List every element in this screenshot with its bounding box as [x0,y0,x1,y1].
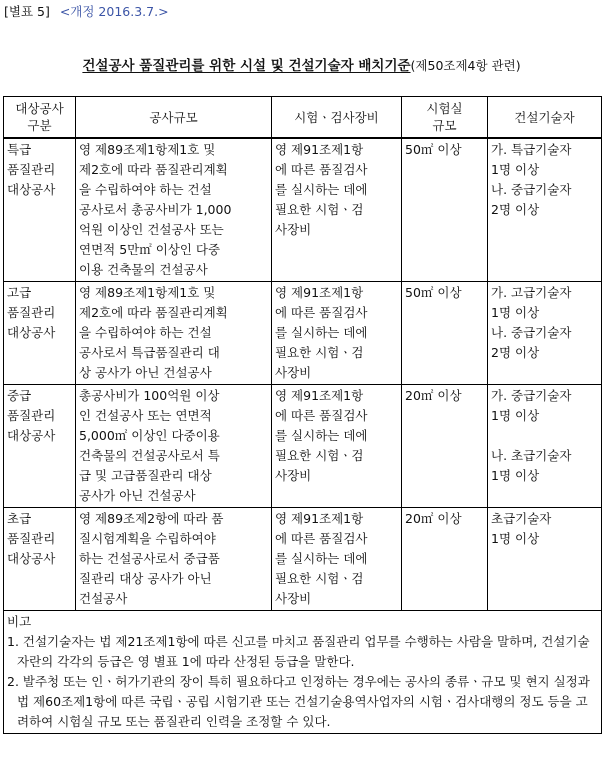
row-engineers: 가. 특급기술자 1명 이상 나. 중급기술자 2명 이상 [488,138,602,282]
row-category: 중급 품질관리 대상공사 [4,385,76,508]
table-row [4,385,602,508]
annex-header [4,2,169,20]
row-lab-size: 50㎡ 이상 [402,282,488,385]
notes-section [4,611,602,734]
row-scale: 영 제89조제1항제1호 및 제2호에 따라 품질관리계획 을 수립하여야 하는 건설 공사로서 총공사비가 1,000 억원 이상인 건설공사 또는 연면적 5만㎡ 이상인 다중 이용 건축물의 건설공사 [76,138,272,282]
row-scale: 총공사비가 100억원 이상 인 건설공사 또는 연면적 5,000㎡ 이상인 다중이용 건축물의 건설공사로서 특 급 및 고급품질관리 대상 공사가 아닌 건설공사 [76,385,272,508]
amendment-date: <개정 2016.3.7.> [59,4,169,19]
row-engineers: 가. 중급기술자 1명 이상 나. 초급기술자 1명 이상 [488,385,602,508]
row-equipment: 영 제91조제1항 에 따른 품질검사 를 실시하는 데에 필요한 시험ㆍ검 사장비 [272,138,402,282]
table-row [4,282,602,385]
notes-title: 비고 [7,614,32,629]
note-item: 2. 발주청 또는 인ㆍ허가기관의 장이 특히 필요하다고 인정하는 경우에는 공사의 종류ㆍ규모 및 현지 실정과 법 제60조제1항에 따른 국립ㆍ공립 시험기관 또는 건설기술용역사업자의 시험ㆍ검사대행의 정도 등을 고려하여 시험실 규모 또는 품질관리 인력을 조정할 수 있다. [7,674,590,729]
row-category: 특급 품질관리 대상공사 [4,138,76,282]
column-header-engineers: 건설기술자 [488,97,602,139]
column-header-category: 대상공사 구분 [4,97,76,139]
title-sub: (제50조제4항 관련) [410,58,521,73]
row-engineers: 가. 고급기술자 1명 이상 나. 중급기술자 2명 이상 [488,282,602,385]
document-title [0,54,603,74]
row-category: 고급 품질관리 대상공사 [4,282,76,385]
row-equipment: 영 제91조제1항 에 따른 품질검사 를 실시하는 데에 필요한 시험ㆍ검 사장비 [272,282,402,385]
title-main: 건설공사 품질관리를 위한 시설 및 건설기술자 배치기준 [82,58,411,74]
column-header-lab-size: 시험실 규모 [402,97,488,139]
row-engineers: 초급기술자 1명 이상 [488,508,602,611]
column-header-scale: 공사규모 [76,97,272,139]
row-scale: 영 제89조제1항제1호 및 제2호에 따라 품질관리계획 을 수립하여야 하는 건설 공사로서 특급품질관리 대 상 공사가 아닌 건설공사 [76,282,272,385]
table-row [4,508,602,611]
row-equipment: 영 제91조제1항 에 따른 품질검사 를 실시하는 데에 필요한 시험ㆍ검 사장비 [272,508,402,611]
row-lab-size: 20㎡ 이상 [402,508,488,611]
standards-table [3,96,602,734]
row-lab-size: 50㎡ 이상 [402,138,488,282]
table-row [4,138,602,282]
note-item: 1. 건설기술자는 법 제21조제1항에 따른 신고를 마치고 품질관리 업무를 수행하는 사람을 말하며, 건설기술자란의 각각의 등급은 영 별표 1에 따라 산정된 등급을 말한다. [7,634,590,669]
row-lab-size: 20㎡ 이상 [402,385,488,508]
annex-label: [별표 5] [4,4,50,19]
table-header-row [4,97,602,139]
row-scale: 영 제89조제2항에 따라 품 질시험계획을 수립하여야 하는 건설공사로서 중급품 질관리 대상 공사가 아닌 건설공사 [76,508,272,611]
row-equipment: 영 제91조제1항 에 따른 품질검사 를 실시하는 데에 필요한 시험ㆍ검 사장비 [272,385,402,508]
column-header-equipment: 시험ㆍ검사장비 [272,97,402,139]
notes-row [4,611,602,734]
row-category: 초급 품질관리 대상공사 [4,508,76,611]
